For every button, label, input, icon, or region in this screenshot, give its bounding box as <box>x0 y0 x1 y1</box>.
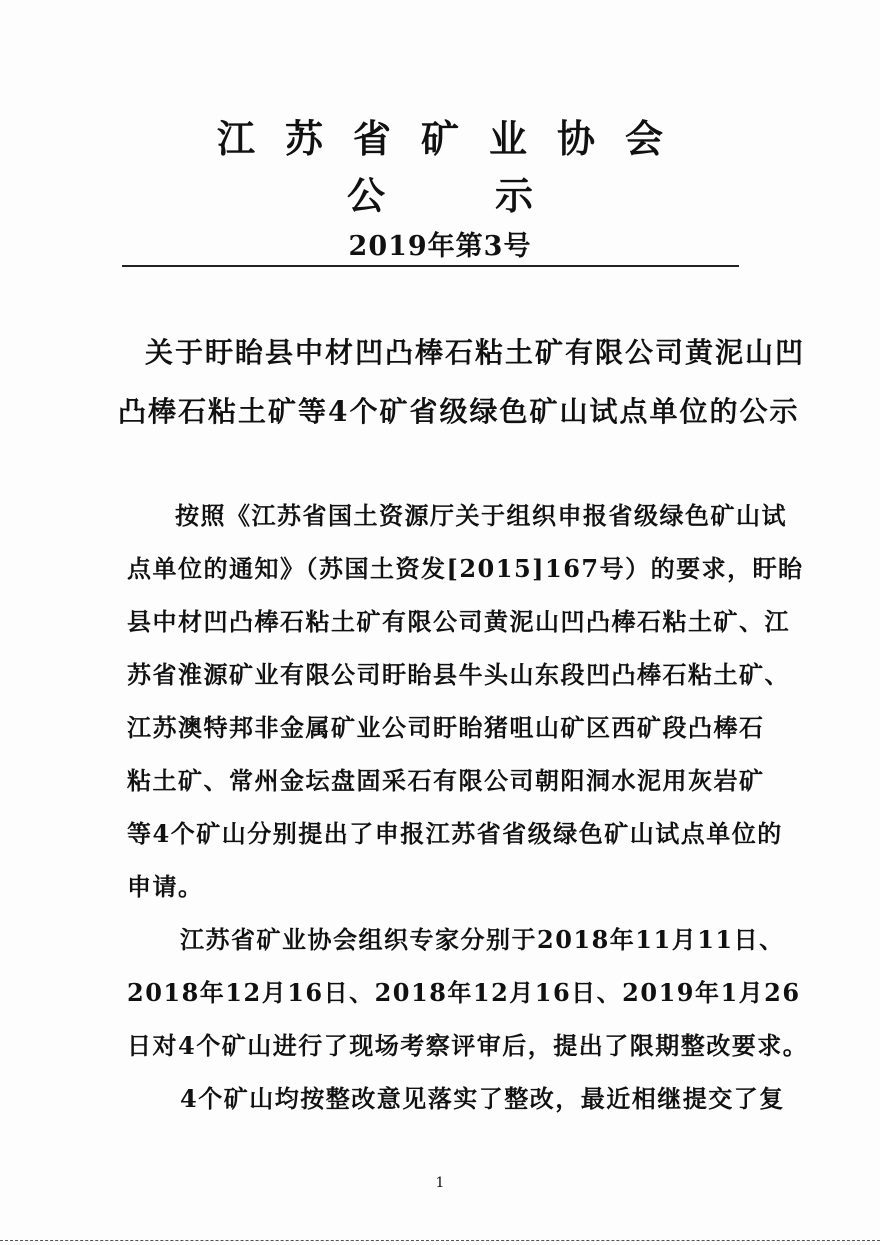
title-line-2: 凸棒石粘土矿等4个矿省级绿色矿山试点单位的公示 <box>118 395 800 428</box>
title-line-1: 关于盱眙县中材凹凸棒石粘土矿有限公司黄泥山凹 <box>145 336 806 369</box>
body-line-9: 江苏省矿业协会组织专家分别于2018年11月11日、 <box>180 925 785 954</box>
body-line-4: 苏省淮源矿业有限公司盱眙县牛头山东段凹凸棒石粘土矿、 <box>127 660 790 689</box>
doc-number: 2019年第3号 <box>348 231 532 262</box>
body-line-10: 2018年12月16日、2018年12月16日、2019年1月26 <box>127 978 801 1007</box>
body-line-12: 4个矿山均按整改意见落实了整改，最近相继提交了复 <box>180 1084 785 1113</box>
body-line-3: 县中材凹凸棒石粘土矿有限公司黄泥山凹凸棒石粘土矿、江 <box>127 607 790 636</box>
body-line-1: 按照《江苏省国土资源厅关于组织申报省级绿色矿山试 <box>175 501 787 530</box>
body-line-5: 江苏澳特邦非金属矿业公司盱眙猪咀山矿区西矿段凸棒石 <box>127 713 765 742</box>
org-name: 江苏省矿业协会 <box>216 116 693 161</box>
body-line-2: 点单位的通知》（苏国土资发[2015]167号）的要求，盱眙 <box>127 554 804 583</box>
body-line-7: 等4个矿山分别提出了申报江苏省省级绿色矿山试点单位的 <box>127 819 783 848</box>
body-line-8: 申请。 <box>127 872 204 901</box>
doc-type: 公示 <box>346 173 643 218</box>
page-number: 1 <box>435 1175 445 1191</box>
body-line-6: 粘土矿、常州金坛盘固采石有限公司朝阳洞水泥用灰岩矿 <box>127 766 765 795</box>
header-divider <box>122 265 739 267</box>
scan-edge-divider <box>0 1240 880 1241</box>
body-line-11: 日对4个矿山进行了现场考察评审后，提出了限期整改要求。 <box>127 1031 809 1060</box>
